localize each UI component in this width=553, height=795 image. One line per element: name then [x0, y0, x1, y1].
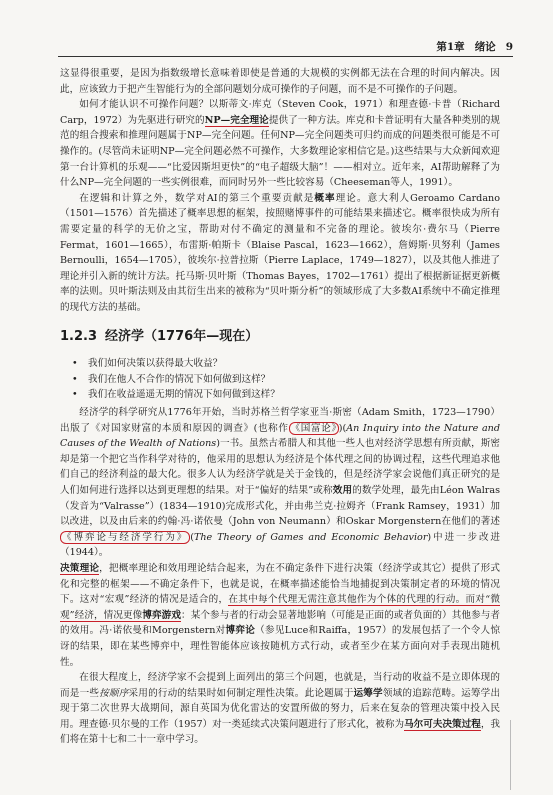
utility-term: 效用: [332, 484, 353, 496]
decision-theory-term: 决策理论: [60, 562, 100, 574]
wealth-of-nations-title: 《国富论》: [290, 422, 337, 434]
game-theory-term: 博弈论: [225, 625, 256, 637]
game-term: 博弈游戏: [142, 609, 182, 621]
operations-research-term: 运筹学: [353, 687, 383, 699]
running-header: [58, 38, 513, 57]
paragraph-3: 在逻辑和计算之外，数学对AI的第三个重要贡献是概率理论。意大利人Geroamo Cardano（1501—1576）首先描述了概率思想的框架，按照赌博事件的可能结果来描述它。概率很快成为所有需要定量的科学的无价之宝，帮助对付不确定的测量和不完备的理论。彼埃尔·费尔马（Pierre Fermat，1601—1665），布雷斯·帕斯卡（Blaise Pascal，1623—1662），詹姆斯·贝努利（James Bernoulli，1654—1705），彼埃尔·拉普拉斯（Pierre Laplace，1749—1827），以及其他人推进了理论并引入新的统计方法。托马斯·贝叶斯（Thomas Bayes，1702—1761）提出了根据新证据更新概率的法则。贝叶斯法则及由其衍生出来的被称为“贝叶斯分析”的领域形成了大多数AI系统中不确定推理的现代方法的基础。: [60, 192, 501, 313]
paragraph-4: 经济学的科学研究从1776年开始，当时苏格兰哲学家亚当·斯密（Adam Smith，1723—1790）出版了《对国家财富的本质和原因的调查》(也称作 《国富论》 )(An Inquiry into the Nature and Causes of the Wealth of Nations)一书。虽然古希腊人和其他一些人也对经济学思想有所贡献，斯密却是第一个把它当作科学对待的，他采用的思想认为经济是个体代理之间的协调过程，这些代理追求他们自己的经济利益的最大化。很多人认为经济学就是关于金钱的，但是经济学家会说他们真正研究的是人们如何进行选择以达到更理想的结果。对于“偏好的结果”或称效用的数学处理，最先由Léon Walras（发音为“Valrasse”）(1834—1910)完成形式化，并由弗兰克·拉姆齐（Frank Ramsey，1931）加以改进，以及由后来的约翰·冯·诺依曼（John von Neumann）和Oskar Morgenstern在他们的著述《博弈论与经济学行为》 (The Theory of Games and Economic Behavior)中进一步改进（1944）。: [60, 407, 501, 559]
underlined-macro-phrase: 在其中每个代理无需注意其他作为个体的代理的行动。: [228, 594, 466, 606]
paragraph-2: 如何才能认识不可操作问题？以斯蒂文·库克（Steven Cook，1971）和理查德·卡普（Richard Carp，1972）为先驱进行研究的NP—完全理论提供了一种方法。库克和卡普证明有大量各种类别的规范的组合搜索和推理问题属于NP—完全问题。任何NP—完全问题类可归约而成的问题类很可能是不可操作的。(尽管尚未证明NP—完全问题必然不可操作，大多数理论家相信它是。)这些结果与大众新闻欢迎第一台计算机的乐观——“比爱因斯坦更快”的“电子超级大脑”！——相对立。近年来，AI帮助解释了为什么NP—完全问题的一些实例很难，而同时另外一些比较容易（Cheeseman等人，1991）。: [60, 99, 501, 189]
paragraph-5: 决策理论，把概率理论和效用理论结合起来，为在不确定条件下进行决策（经济学或其它）提供了形式化和完整的框架——不确定条件下，也就是说，在概率描述能恰当地捕捉到决策制定者的环境的情况下。这对“宏观”经济的情况是适合的，在其中每个代理无需注意其他作为个体的代理的行动。而对“微观”经济，情况更像博弈游戏：某个参与者的行动会显著地影响（可能是正面的或者负面的）其他参与者的效用。冯·诺依曼和Morgenstern对博弈论（参见Luce和Raiffa，1957）的发展包括了一个令人惊讶的结果，即在某些博弈中，理性智能体应该按随机方式行动，或者至少在某方面向对手表现出随机性。: [60, 562, 501, 668]
page-number: 9: [505, 41, 513, 53]
list-item: • 我们在收益遥遥无期的情况下如何做到这样？: [64, 387, 280, 403]
upper-text-block: [60, 66, 500, 316]
paragraph-1: 这显得很重要，是因为指数级增长意味着即使是普通的大规模的实例都无法在合理的时间内解决。因此，应该致力于把产生智能行为的全部问题划分成可操作的子问题，而不是不可操作的子问题。: [60, 68, 500, 95]
lower-text-block: [60, 405, 500, 748]
mdp-term: 马尔可夫决策过程: [404, 718, 481, 730]
np-complete-term: NP—完全理论: [204, 114, 269, 126]
chapter-label: 第1章: [436, 41, 465, 53]
list-item: • 我们如何决策以获得最大收益？: [64, 356, 280, 372]
chapter-title: 绪论: [474, 41, 496, 53]
section-number: 1.2.3: [60, 329, 98, 344]
game-theory-book-title: 《博弈论与经济学行为》: [62, 531, 189, 543]
underlined-micro-phrase: 而对“微观”经济，情况更像: [60, 594, 501, 621]
question-list: [64, 356, 280, 403]
section-title-text: 经济学（1776年—现在）: [105, 329, 259, 344]
list-item: • 我们在他人不合作的情况下如何做到这样？: [64, 372, 280, 388]
margin-line: [510, 720, 511, 790]
paragraph-6: 在很大程度上，经济学家不会提到上面列出的第三个问题，也就是，当行动的收益不是立即体现的而是一些按顺序采用的行动的结果时如何制定理性决策。此论题属于运筹学领域的追踪范畴。运筹学出现于第二次世界大战期间，源自英国为优化雷达的安置所做的努力，后来在复杂的管理决策中投入民用。理查德·贝尔曼的工作（1957）对一类延续式决策问题进行了形式化，被称为马尔可夫决策过程，我们将在第十七和二十一章中学习。: [60, 672, 501, 746]
section-heading: [60, 325, 266, 344]
probability-term: 概率: [314, 192, 336, 204]
